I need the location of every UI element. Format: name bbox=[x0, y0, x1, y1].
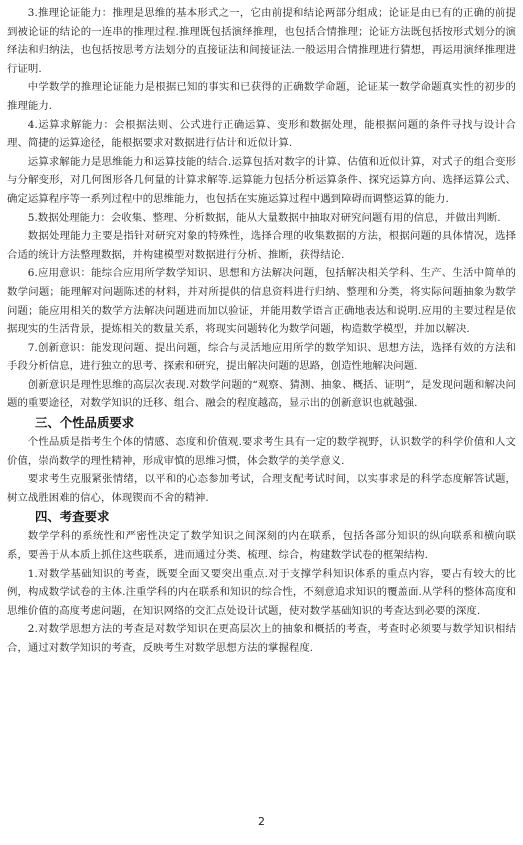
paragraph-thinking-methods: 2.对数学思想方法的考查是对数学知识在更高层次上的抽象和概括的考查，考查时必须要与数学知识相结合，通过对数学知识的考查，反映考生对数学思想方法的掌握程度. bbox=[7, 623, 516, 654]
paragraph-calculation-explanation: 运算求解能力是思维能力和运算技能的结合.运算包括对数字的计算、估值和近似计算，对式子的组合变形与分解变形，对几何图形各几何量的计算求解等.运算能力包括分析运算条件、探究运算方向、选择运算公式、确定运算程序等一系列过程中的思维能力，也包括在实施运算过程中遇到障碍而调整运算的能力. bbox=[7, 155, 516, 205]
paragraph-reasoning-definition: 中学数学的推理论证能力是根据已知的事实和已获得的正确数学命题，论证某一数学命题真实性的初步的推理能力. bbox=[7, 81, 516, 112]
paragraph-innovation-awareness: 7.创新意识：能发现问题、提出问题，综合与灵活地应用所学的数学知识、思想方法，选择有效的方法和手段分析信息，进行独立的思考、探索和研究，提出解决问题的思路，创造性地解决问题. bbox=[7, 341, 516, 373]
paragraph-application-awareness: 6.应用意识：能综合应用所学数学知识、思想和方法解决问题，包括解决相关学科、生产、生活中简单的数学问题；能理解对问题陈述的材料，并对所提供的信息资料进行归纳、整理和分类，将实际问题抽象为数学问题；能应用相关的数学方法解决问题进而加以验证，并能用数学语言正确地表达和说明.应用的主要过程是依据现实的生活背景，提炼相关的数量关系，将现实问题转化为数学问题，构造数学模型，并加以解决. bbox=[7, 267, 516, 336]
paragraph-basic-knowledge: 1.对数学基础知识的考查，既要全面又要突出重点.对于支撑学科知识体系的重点内容，要占有较大的比例，构成数学试卷的主体.注重学科的内在联系和知识的综合性，不刻意追求知识的覆盖面.从学科的整体高度和思维价值的高度考虑问题，在知识网络的交汇点处设计试题，使对数学基础知识的考查达到必要的深度. bbox=[7, 567, 516, 617]
paragraph-innovation-explanation: 创新意识是理性思维的高层次表现.对数学问题的“观察、猜测、抽象、概括、证明”，是发现问题和解决问题的重要途径，对数学知识的迁移、组合、融会的程度越高，显示出的创新意识也就越强. bbox=[7, 378, 516, 410]
paragraph-exam-attitude: 要求考生克服紧张情绪，以平和的心态参加考试，合理支配考试时间，以实事求是的科学态度解答试题，树立战胜困难的信心，体现锲而不舍的精神. bbox=[7, 473, 516, 504]
section-heading-personality: 三、个性品质要求 bbox=[35, 415, 135, 431]
paragraph-calculation-ability: 4.运算求解能力：会根据法则、公式进行正确运算、变形和数据处理，能根据问题的条件寻找与设计合理、简捷的运算途径，能根据要求对数据进行估计和近似计算. bbox=[7, 118, 516, 150]
section-heading-assessment: 四、考查要求 bbox=[35, 509, 110, 525]
paragraph-assessment-intro: 数学学科的系统性和严密性决定了数学知识之间深刻的内在联系，包括各部分知识的纵向联系和横向联系，要善于从本质上抓住这些联系，进而通过分类、梳理、综合，构建数学试卷的框架结构. bbox=[7, 530, 516, 562]
page-number: 2 bbox=[258, 815, 265, 828]
paragraph-personality-quality: 个性品质是指考生个体的情感、态度和价值观.要求考生具有一定的数学视野，认识数学的科学价值和人文价值，崇尚数学的理性精神，形成审慎的思维习惯，体会数学的美学意义. bbox=[7, 436, 516, 467]
paragraph-data-processing-explanation: 数据处理能力主要是指针对研究对象的特殊性，选择合理的收集数据的方法，根据问题的具体情况，选择合适的统计方法整理数据，并构建模型对数据进行分析、推断，获得结论. bbox=[7, 230, 516, 261]
paragraph-reasoning-ability: 3.推理论证能力：推理是思维的基本形式之一，它由前提和结论两部分组成；论证是由已有的正确的前提到被论证的结论的一连串的推理过程.推理既包括演绎推理，也包括合情推理；论证方法既包括按形式划分的演绎法和归纳法，也包括按思考方法划分的直接证法和间接证法.一般运用合情推理进行猜想，再运用演绎推理进行证明. bbox=[7, 7, 516, 75]
paragraph-data-processing: 5.数据处理能力：会收集、整理、分析数据，能从大量数据中抽取对研究问题有用的信息，并做出判断. bbox=[27, 211, 501, 224]
